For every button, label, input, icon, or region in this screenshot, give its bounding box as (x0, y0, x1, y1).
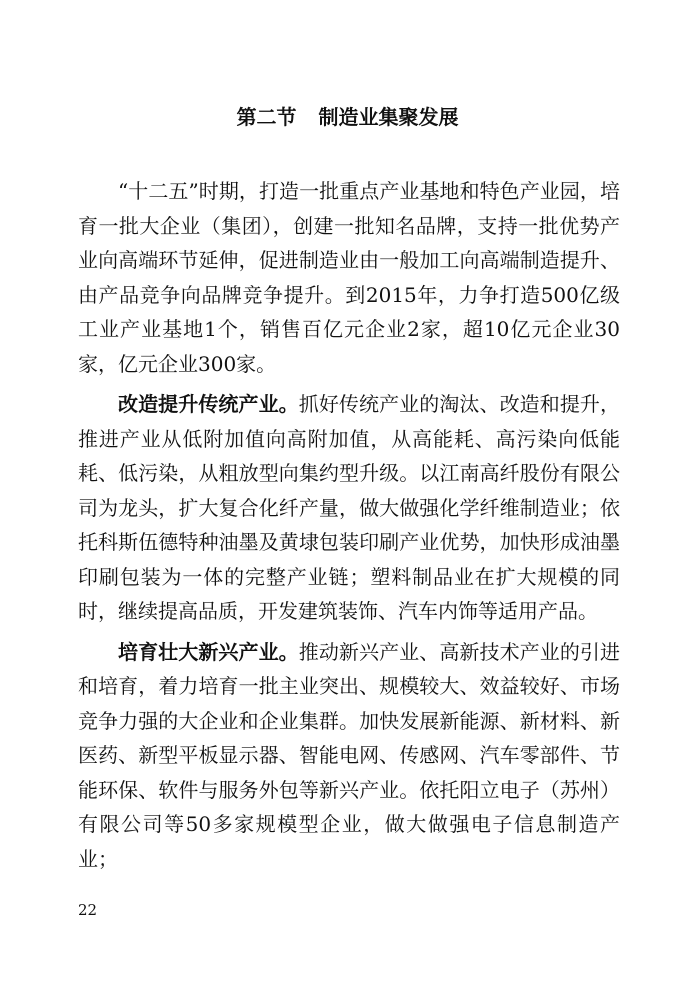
paragraph-emerging-industry (78, 635, 620, 877)
paragraph-lead: 改造提升传统产业。 (118, 392, 299, 416)
section-title: 制造业集聚发展 (318, 105, 459, 129)
paragraph-lead: 培育壮大新兴产业。 (118, 639, 299, 664)
paragraph-text: “十二五”时期，打造一批重点产业基地和特色产业园，培育一批大企业（集团），创建一批知名品牌，支持一批优势产业向高端环节延伸，促进制造业由一般加工向高端制造提升、由产品竞争向品牌竞争提升。到2015年，力争打造500亿级工业产业基地1个，销售百亿元企业2家，超10亿元企业30家，亿元企业300家。 (78, 179, 620, 376)
section-number: 第二节 (236, 105, 297, 129)
section-heading (0, 103, 695, 131)
paragraph-text: 抓好传统产业的淘汰、改造和提升，推进产业从低附加值向高附加值，从高能耗、高污染向低能耗、低污染，从粗放型向集约型升级。以江南高纤股份有限公司为龙头，扩大复合化纤产量，做大做强化学纤维制造业；依托科斯伍德特种油墨及黄埭包装印刷产业优势，加快形成油墨印刷包装为一体的完整产业链；塑料制品业在扩大规模的同时，继续提高品质，开发建筑装饰、汽车内饰等适用产品。 (78, 392, 620, 623)
page-number: 22 (78, 901, 98, 919)
paragraph-text: 推动新兴产业、高新技术产业的引进和培育，着力培育一批主业突出、规模较大、效益较好、市场竞争力强的大企业和企业集群。加快发展新能源、新材料、新医药、新型平板显示器、智能电网、传感网、汽车零部件、节能环保、软件与服务外包等新兴产业。依托阳立电子（苏州）有限公司等50多家规模型企业，做大做强电子信息制造产业； (78, 639, 620, 871)
body-text (78, 174, 620, 882)
paragraph-intro (78, 174, 620, 381)
paragraph-traditional-industry (78, 387, 620, 629)
